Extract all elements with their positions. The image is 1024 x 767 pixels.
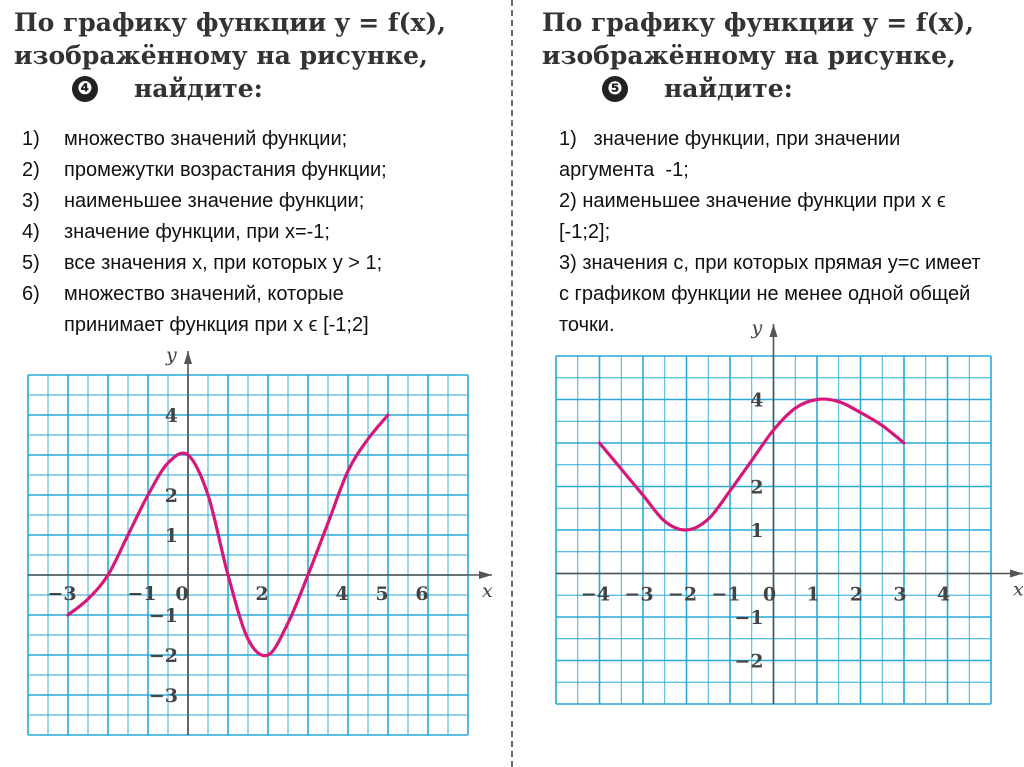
x-tick-label: 2 bbox=[255, 583, 269, 605]
x-tick-label: 0 bbox=[175, 583, 189, 605]
y-tick-label: −1 bbox=[734, 607, 764, 629]
left-task-list bbox=[22, 124, 484, 341]
y-tick-label: −3 bbox=[148, 685, 178, 707]
item-number: 5) bbox=[22, 252, 40, 274]
y-axis-label: y bbox=[751, 317, 763, 339]
x-tick-label: −2 bbox=[667, 583, 698, 606]
y-tick-label: 4 bbox=[750, 389, 764, 412]
right-function-graph bbox=[556, 317, 1024, 751]
item-text: все значения x, при которых y > 1; bbox=[64, 252, 383, 274]
y-axis-arrow bbox=[184, 351, 192, 364]
x-tick-label: 4 bbox=[936, 583, 951, 606]
right-heading bbox=[542, 6, 974, 105]
right-heading-line3 bbox=[542, 72, 974, 105]
item-text: наименьшее значение функции; bbox=[64, 190, 365, 212]
x-tick-label: −1 bbox=[711, 583, 741, 606]
left-heading-line3 bbox=[14, 72, 446, 105]
item-number: 2) bbox=[22, 159, 40, 181]
item-number: 4) bbox=[22, 221, 40, 243]
list-item bbox=[22, 217, 484, 248]
x-tick-label: 3 bbox=[893, 583, 907, 606]
list-item bbox=[22, 186, 484, 217]
x-axis-arrow bbox=[479, 571, 492, 579]
list-item bbox=[22, 279, 444, 341]
task-number-badge: ❹ bbox=[72, 76, 98, 102]
task-number-badge: ❺ bbox=[602, 76, 628, 102]
y-tick-label: 1 bbox=[750, 520, 764, 542]
list-item bbox=[22, 155, 484, 186]
y-tick-label: −2 bbox=[734, 650, 764, 673]
item-text: промежутки возрастания функции; bbox=[64, 159, 387, 181]
y-tick-label: 1 bbox=[164, 525, 178, 547]
item-number: 1) bbox=[22, 128, 40, 150]
item-text: множество значений функции; bbox=[64, 128, 348, 150]
list-item: 3) значения с, при которых прямая y=c имеет с графиком функции не менее одной общей точки. bbox=[559, 252, 987, 336]
x-tick-label: −3 bbox=[624, 583, 654, 606]
list-item: 2) наименьшее значение функции при x ϵ [-1;2]; bbox=[559, 190, 952, 243]
item-number: 3) bbox=[22, 190, 40, 212]
item-number: 6) bbox=[22, 283, 40, 305]
left-heading-line2: изображённому на рисунке, bbox=[14, 41, 428, 70]
left-heading-line1: По графику функции y = f(x), bbox=[14, 8, 446, 37]
x-tick-label: 0 bbox=[762, 583, 777, 606]
x-axis-label: x bbox=[1013, 578, 1024, 601]
right-heading-line2: изображённому на рисунке, bbox=[542, 41, 956, 70]
list-item: 1) значение функции, при значении аргумента -1; bbox=[559, 128, 906, 181]
right-task-list bbox=[559, 124, 989, 341]
y-tick-label: 4 bbox=[164, 405, 178, 427]
column-divider bbox=[511, 0, 513, 767]
left-find-label: найдите: bbox=[134, 74, 263, 103]
list-item bbox=[22, 248, 484, 279]
y-tick-label: −1 bbox=[148, 605, 178, 627]
x-tick-label: −1 bbox=[127, 583, 157, 605]
x-tick-label: 5 bbox=[375, 583, 389, 605]
y-tick-label: 2 bbox=[164, 485, 178, 507]
x-axis-arrow bbox=[1010, 570, 1023, 578]
left-heading bbox=[14, 6, 446, 105]
y-tick-label: 2 bbox=[750, 476, 764, 499]
x-tick-label: 4 bbox=[335, 583, 349, 605]
right-heading-line1: По графику функции y = f(x), bbox=[542, 8, 974, 37]
x-tick-label: 1 bbox=[806, 583, 820, 606]
x-tick-label: −3 bbox=[47, 583, 77, 605]
x-tick-label: 2 bbox=[849, 583, 864, 606]
x-tick-label: −4 bbox=[580, 583, 611, 606]
x-axis-label: x bbox=[482, 580, 493, 602]
right-find-label: найдите: bbox=[664, 74, 793, 103]
y-tick-label: −2 bbox=[148, 645, 178, 667]
left-function-graph bbox=[28, 344, 493, 765]
list-item bbox=[22, 124, 484, 155]
item-text: значение функции, при x=-1; bbox=[64, 221, 330, 243]
item-text: множество значений, которые принимает функция при x ϵ [-1;2] bbox=[64, 283, 369, 336]
y-axis-label: y bbox=[166, 344, 177, 366]
x-tick-label: 6 bbox=[415, 583, 429, 605]
